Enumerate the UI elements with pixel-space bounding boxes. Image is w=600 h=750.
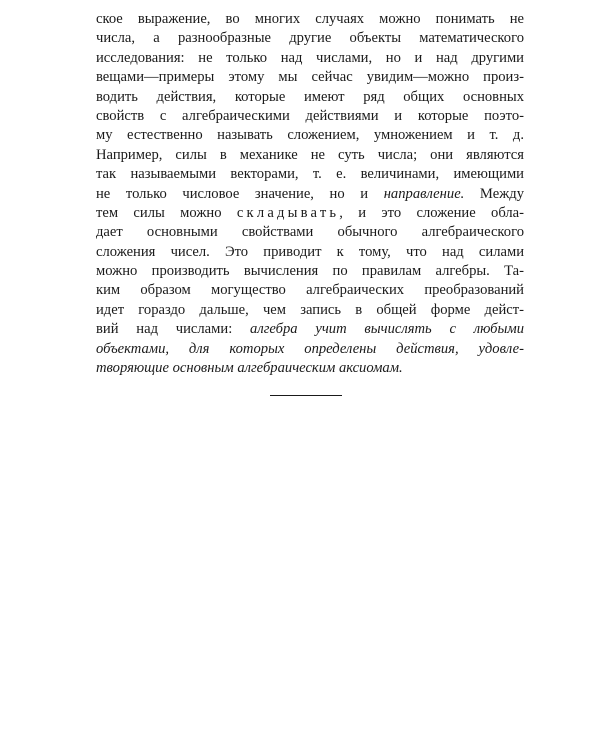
text-line — [96, 359, 524, 378]
text-line — [96, 204, 524, 223]
italic-text: алгебра учит вычислять с любыми — [250, 321, 525, 338]
text-segment: вещами—примеры этому мы сейчас увидим—можно произ- — [96, 69, 524, 86]
text-segment: ское выражение, во многих случаях можно понимать не — [96, 11, 524, 27]
text-segment: можно производить вычисления по правилам алгебры. Та- — [96, 263, 524, 280]
text-segment: Например, силы в механике не суть числа; они являются — [96, 146, 524, 163]
text-segment: числа, а разнообразные другие объекты математического — [96, 30, 524, 47]
italic-text: объектами, для которых определены действия, удовле- — [96, 340, 524, 357]
section-end-rule — [270, 395, 342, 396]
text-segment: вий над числами: — [96, 321, 251, 338]
text-segment: не только числовое значение, но и — [96, 185, 384, 202]
text-segment: Между — [464, 185, 524, 202]
text-segment: свойств с алгебраическими действиями и которые поэто- — [96, 107, 524, 124]
text-line — [96, 107, 524, 126]
emphasized-text: складывать — [236, 204, 340, 221]
text-segment: так называемыми векторами, т. е. величинами, имеющими — [96, 166, 524, 183]
text-segment: дает основными свойствами обычного алгебраического — [96, 224, 524, 241]
text-line — [96, 49, 524, 68]
text-line — [96, 262, 524, 281]
text-segment: водить действия, которые имеют ряд общих основных — [96, 88, 524, 105]
italic-text: творяющие основным алгебраическим аксиомам. — [96, 360, 403, 377]
text-line — [96, 10, 524, 29]
italic-text: направление. — [383, 185, 465, 202]
text-segment: ким образом могущество алгебраических преобразований — [96, 282, 524, 299]
text-segment: , и это сложение обла- — [339, 204, 524, 221]
text-line — [96, 146, 524, 165]
text-line — [96, 320, 524, 339]
text-segment: му естественно называть сложением, умножением и т. д. — [96, 127, 524, 144]
text-line — [96, 243, 524, 262]
text-segment: идет гораздо дальше, чем запись в общей форме дейст- — [96, 301, 524, 318]
text-line — [96, 29, 524, 48]
text-line — [96, 126, 524, 145]
text-segment: сложения чисел. Это приводит к тому, что над силами — [96, 243, 524, 260]
text-line — [96, 281, 524, 300]
text-line — [96, 223, 524, 242]
text-line — [96, 165, 524, 184]
text-line — [96, 68, 524, 87]
text-line — [96, 88, 524, 107]
text-segment: тем силы можно — [96, 204, 237, 221]
text-line — [96, 301, 524, 320]
body-paragraph — [96, 10, 524, 378]
text-segment: исследования: не только над числами, но и над другими — [96, 49, 524, 66]
text-line — [96, 340, 524, 359]
text-line — [96, 185, 524, 204]
